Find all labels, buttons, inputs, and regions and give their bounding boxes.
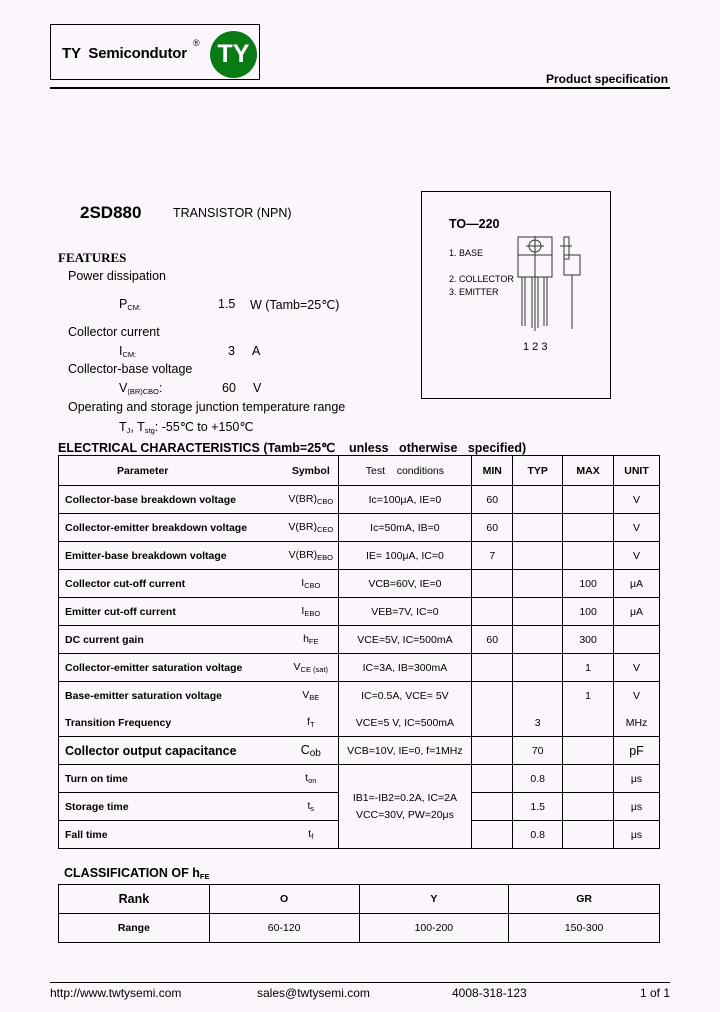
power-unit: W (Tamb=25℃) bbox=[250, 298, 340, 312]
unit: V bbox=[614, 542, 660, 570]
unit: pF bbox=[614, 737, 660, 765]
pin-numbers: 1 2 3 bbox=[523, 341, 548, 353]
param: Collector-base breakdown voltage bbox=[59, 486, 285, 514]
param: Transition Frequency bbox=[59, 709, 285, 737]
pin-1-label: 1. BASE bbox=[449, 248, 484, 258]
param: DC current gain bbox=[59, 626, 285, 654]
package-title: TO—220 bbox=[449, 217, 500, 231]
header-typ: TYP bbox=[513, 456, 563, 486]
table-row bbox=[59, 542, 660, 570]
unit: V bbox=[614, 654, 660, 682]
table-row bbox=[59, 682, 660, 710]
part-number: 2SD880 bbox=[80, 203, 142, 222]
max: 100 bbox=[563, 570, 614, 598]
param: Fall time bbox=[59, 821, 285, 849]
current-symbol: $I_{CM:}$ bbox=[119, 344, 137, 359]
rank-y: Y bbox=[359, 885, 509, 914]
param: Collector-emitter breakdown voltage bbox=[59, 514, 285, 542]
test-condition: VCE=5V, IC=500mA bbox=[338, 626, 472, 654]
max: 1 bbox=[563, 654, 614, 682]
min bbox=[472, 570, 513, 598]
min: 60 bbox=[472, 486, 513, 514]
symbol: $V_{BE}$ bbox=[284, 682, 338, 710]
voltage-symbol: $V_{(BR)CBO}$: bbox=[119, 381, 163, 396]
min bbox=[472, 598, 513, 626]
electrical-characteristics-table bbox=[58, 455, 660, 849]
pin-3-label: 3. EMITTER bbox=[449, 287, 499, 297]
table-header-row bbox=[59, 456, 660, 486]
part-type: TRANSISTOR (NPN) bbox=[173, 206, 292, 220]
typ bbox=[513, 682, 563, 710]
footer-rule bbox=[50, 982, 670, 983]
classification-title: CLASSIFICATION OF $h_{FE}$ bbox=[64, 866, 210, 881]
table-row bbox=[59, 765, 660, 793]
test-condition: Ic=100μA, IE=0 bbox=[338, 486, 472, 514]
min bbox=[472, 654, 513, 682]
test-condition: VCB=10V, IE=0, f=1MHz bbox=[338, 737, 472, 765]
symbol: $C_{ob}$ bbox=[284, 737, 338, 765]
test-condition: IE= 100μA, IC=0 bbox=[338, 542, 472, 570]
typ: 0.8 bbox=[513, 765, 563, 793]
table-row bbox=[59, 486, 660, 514]
typ: 1.5 bbox=[513, 793, 563, 821]
page-indicator: 1 of 1 bbox=[640, 986, 671, 1000]
test-condition: VCE=5 V, IC=500mA bbox=[338, 709, 472, 737]
voltage-label: Collector-base voltage bbox=[68, 362, 193, 376]
symbol: $t_{on}$ bbox=[284, 765, 338, 793]
max bbox=[563, 793, 614, 821]
unit: V bbox=[614, 486, 660, 514]
typ bbox=[513, 626, 563, 654]
range-gr: 150-300 bbox=[509, 914, 660, 943]
param: Base-emitter saturation voltage bbox=[59, 682, 285, 710]
param: Collector cut-off current bbox=[59, 570, 285, 598]
min bbox=[472, 821, 513, 849]
table-row bbox=[59, 598, 660, 626]
footer-phone: 4008-318-123 bbox=[452, 986, 527, 1000]
range-row bbox=[59, 914, 660, 943]
unit: μA bbox=[614, 598, 660, 626]
power-label: Power dissipation bbox=[68, 269, 166, 283]
symbol: $V(BR)_{EBO}$ bbox=[284, 542, 338, 570]
typ bbox=[513, 570, 563, 598]
test-condition: VCB=60V, IE=0 bbox=[338, 570, 472, 598]
min bbox=[472, 765, 513, 793]
registered-mark: ® bbox=[193, 38, 200, 48]
max bbox=[563, 542, 614, 570]
header-symbol: Symbol bbox=[284, 456, 338, 486]
typ bbox=[513, 486, 563, 514]
param: Emitter-base breakdown voltage bbox=[59, 542, 285, 570]
test-condition: IC=0.5A, VCE= 5V bbox=[338, 682, 472, 710]
header-test-conditions: Test conditions bbox=[338, 456, 472, 486]
pin-2-label: 2. COLLECTOR bbox=[449, 274, 514, 284]
typ bbox=[513, 598, 563, 626]
unit: MHz bbox=[614, 709, 660, 737]
voltage-unit: V bbox=[253, 381, 262, 395]
unit: μA bbox=[614, 570, 660, 598]
param: Collector output capacitance bbox=[59, 737, 285, 765]
temperature-range: $T_J$, $T_{stg}$: -55℃ to +150℃ bbox=[119, 420, 254, 435]
max bbox=[563, 486, 614, 514]
symbol: $I_{EBO}$ bbox=[284, 598, 338, 626]
header-rule bbox=[50, 87, 670, 89]
unit bbox=[614, 626, 660, 654]
symbol: $t_s$ bbox=[284, 793, 338, 821]
param: Collector-emitter saturation voltage bbox=[59, 654, 285, 682]
current-unit: A bbox=[252, 344, 261, 358]
symbol: $V_{CE (sat)}$ bbox=[284, 654, 338, 682]
unit: μs bbox=[614, 793, 660, 821]
footer-website-link[interactable]: http://www.twtysemi.com bbox=[50, 986, 182, 1000]
min: 60 bbox=[472, 626, 513, 654]
logo-text: TY Semicondutor bbox=[62, 45, 187, 62]
max bbox=[563, 737, 614, 765]
header-unit: UNIT bbox=[614, 456, 660, 486]
table-row bbox=[59, 737, 660, 765]
max bbox=[563, 821, 614, 849]
symbol: $h_{FE}$ bbox=[284, 626, 338, 654]
rank-label: Rank bbox=[59, 885, 210, 914]
range-y: 100-200 bbox=[359, 914, 509, 943]
symbol: $t_f$ bbox=[284, 821, 338, 849]
unit: μs bbox=[614, 821, 660, 849]
current-value: 3 bbox=[228, 344, 235, 358]
symbol: $I_{CBO}$ bbox=[284, 570, 338, 598]
rank-gr: GR bbox=[509, 885, 660, 914]
typ bbox=[513, 654, 563, 682]
typ: 70 bbox=[513, 737, 563, 765]
power-value: 1.5 bbox=[218, 297, 236, 311]
typ bbox=[513, 514, 563, 542]
table-row bbox=[59, 626, 660, 654]
logo-badge: TY bbox=[210, 31, 257, 78]
typ bbox=[513, 542, 563, 570]
max bbox=[563, 709, 614, 737]
rank-row bbox=[59, 885, 660, 914]
header-parameter: Parameter bbox=[59, 456, 285, 486]
symbol: $V(BR)_{CEO}$ bbox=[284, 514, 338, 542]
to220-package-drawing-icon bbox=[512, 233, 587, 333]
min: 60 bbox=[472, 514, 513, 542]
rank-o: O bbox=[209, 885, 359, 914]
temperature-label: Operating and storage junction temperature range bbox=[68, 400, 346, 414]
min: 7 bbox=[472, 542, 513, 570]
max bbox=[563, 765, 614, 793]
min bbox=[472, 737, 513, 765]
typ: 0.8 bbox=[513, 821, 563, 849]
current-label: Collector current bbox=[68, 325, 160, 339]
footer-email-link[interactable]: sales@twtysemi.com bbox=[257, 986, 370, 1000]
symbol: $V(BR)_{CBO}$ bbox=[284, 486, 338, 514]
table-row bbox=[59, 514, 660, 542]
voltage-value: 60 bbox=[222, 381, 236, 395]
table-row bbox=[59, 654, 660, 682]
param: Turn on time bbox=[59, 765, 285, 793]
param: Emitter cut-off current bbox=[59, 598, 285, 626]
typ: 3 bbox=[513, 709, 563, 737]
hfe-classification-table bbox=[58, 884, 660, 943]
min bbox=[472, 682, 513, 710]
unit: μs bbox=[614, 765, 660, 793]
symbol: $f_T$ bbox=[284, 709, 338, 737]
range-o: 60-120 bbox=[209, 914, 359, 943]
table-row bbox=[59, 570, 660, 598]
min bbox=[472, 709, 513, 737]
unit: V bbox=[614, 514, 660, 542]
max: 300 bbox=[563, 626, 614, 654]
table-row bbox=[59, 709, 660, 737]
header-max: MAX bbox=[563, 456, 614, 486]
test-condition: VEB=7V, IC=0 bbox=[338, 598, 472, 626]
product-specification-label: Product specification bbox=[546, 72, 669, 86]
min bbox=[472, 793, 513, 821]
range-label: Range bbox=[59, 914, 210, 943]
unit: V bbox=[614, 682, 660, 710]
electrical-characteristics-title: ELECTRICAL CHARACTERISTICS (Tamb=25℃ unless otherwise specified) bbox=[58, 441, 527, 455]
max: 100 bbox=[563, 598, 614, 626]
max: 1 bbox=[563, 682, 614, 710]
header-min: MIN bbox=[472, 456, 513, 486]
test-condition: Ic=50mA, IB=0 bbox=[338, 514, 472, 542]
param: Storage time bbox=[59, 793, 285, 821]
features-heading: FEATURES bbox=[58, 250, 127, 265]
switching-test-condition: IB1=-IB2=0.2A, IC=2A VCC=30V, PW=20μs bbox=[338, 765, 472, 849]
max bbox=[563, 514, 614, 542]
power-symbol: $P_{CM:}$ bbox=[119, 297, 142, 312]
test-condition: IC=3A, IB=300mA bbox=[338, 654, 472, 682]
